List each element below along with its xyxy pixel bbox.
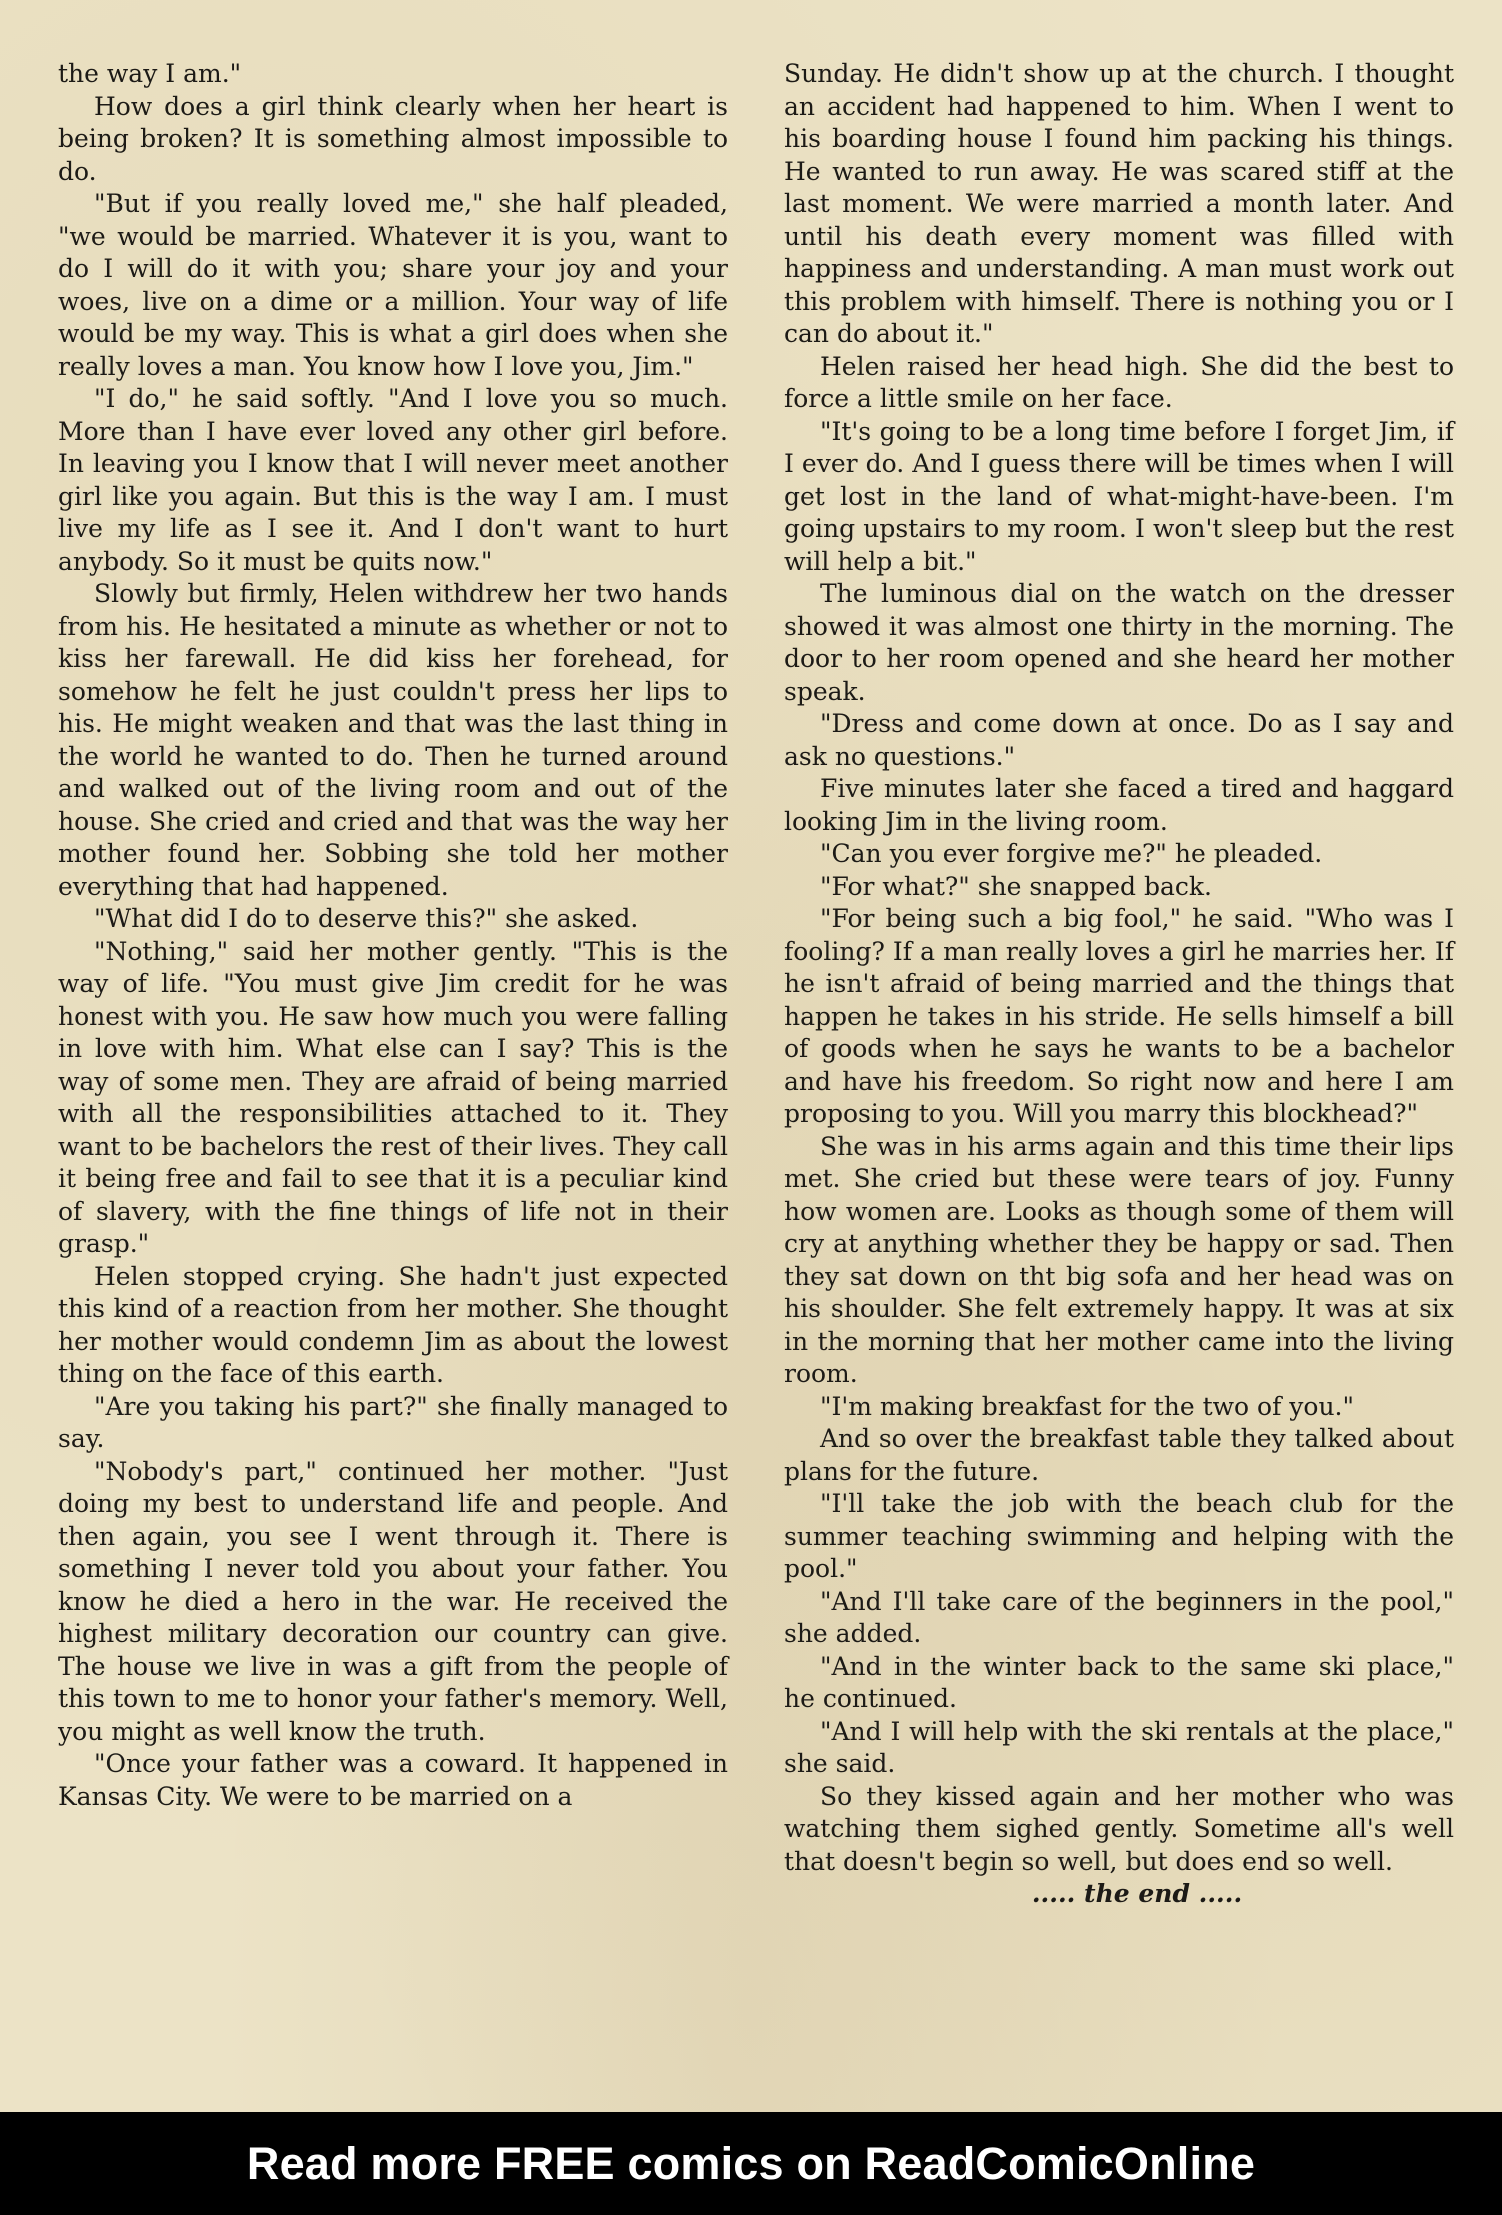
paragraph: "Dress and come down at once. Do as I say and ask no questions." bbox=[784, 709, 1454, 771]
paragraph: "Nothing," said her mother gently. "This is the way of life. "You must give Jim credit for he was honest with you. He saw how much you were falling in love with him. What else can I say? This is the way of some men. They are afraid of being married with all the responsibilities attached to it. They want to be bachelors the rest of their lives. They call it being free and fail to see that it is a peculiar kind of slavery, with the fine things of life not in their grasp." bbox=[58, 936, 728, 1258]
paragraph: "It's going to be a long time before I forget Jim, if I ever do. And I guess there will be times when I will get lost in the land of what-might-have-been. I'm going upstairs to my room. I won't sleep but the rest will help a bit." bbox=[784, 416, 1454, 576]
paragraph: So they kissed again and her mother who was watching them sighed gently. Sometime all's well that doesn't begin so well, but does end so well. bbox=[784, 1781, 1454, 1876]
paragraph: How does a girl think clearly when her heart is being broken? It is something almost impossible to do. bbox=[58, 91, 728, 186]
paragraph: "For being such a big fool," he said. "Who was I fooling? If a man really loves a girl he marries her. If he isn't afraid of being married and the things that happen he takes in his stride. He sells himself a bill of goods when he says he wants to be a bachelor and have his freedom. So right now and here I am proposing to you. Will you marry this blockhead?" bbox=[784, 904, 1454, 1128]
paragraph: Sunday. He didn't show up at the church. I thought an accident had happened to him. When I went to his boarding house I found him packing his things. He wanted to run away. He was scared stiff at the last moment. We were married a month later. And until his death every moment was filled with happiness and understanding. A man must work out this problem with himself. There is nothing you or I can do about it." bbox=[784, 59, 1454, 348]
paragraph: She was in his arms again and this time their lips met. She cried but these were tears of joy. Funny how women are. Looks as though some of them will cry at anything whether they be happy or sad. Then they sat down on tht big sofa and her head was on his shoulder. She felt extremely happy. It was at six in the morning that her mother came into the living room. bbox=[784, 1131, 1454, 1388]
story-column-right bbox=[784, 58, 1454, 1911]
paragraph: the way I am." bbox=[58, 59, 242, 88]
paragraph: "I'm making breakfast for the two of you." bbox=[820, 1391, 1354, 1421]
promo-banner[interactable] bbox=[0, 2112, 1502, 2215]
paragraph: "And I will help with the ski rentals at the place," she said. bbox=[784, 1716, 1454, 1778]
paragraph: "For what?" she snapped back. bbox=[820, 871, 1212, 901]
paragraph: "And in the winter back to the same ski place," he continued. bbox=[784, 1651, 1454, 1713]
the-end-mark: ..... the end ..... bbox=[1031, 1879, 1243, 1908]
paragraph: "Once your father was a coward. It happened in Kansas City. We were to be married on a bbox=[58, 1749, 728, 1811]
paragraph: Helen raised her head high. She did the best to force a little smile on her face. bbox=[784, 351, 1454, 413]
paragraph: "I'll take the job with the beach club for the summer teaching swimming and helping with the pool." bbox=[784, 1489, 1454, 1583]
paragraph: "What did I do to deserve this?" she asked. bbox=[94, 904, 639, 933]
paragraph: "I do," he said softly. "And I love you so much. More than I have ever loved any other girl before. In leaving you I know that I will never meet another girl like you again. But this is the way I am. I must live my life as I see it. And I don't want to hurt anybody. So it must be quits now." bbox=[58, 384, 728, 576]
paragraph: The luminous dial on the watch on the dresser showed it was almost one thirty in the morning. The door to her room opened and she heard her mother speak. bbox=[784, 579, 1454, 706]
paragraph: "Can you ever forgive me?" he pleaded. bbox=[820, 839, 1323, 868]
paragraph: Slowly but firmly, Helen withdrew her two hands from his. He hesitated a minute as whether or not to kiss her farewall. He did kiss her forehead, for somehow he felt he just couldn't press her lips to his. He might weaken and that was the last thing in the world he wanted to do. Then he turned around and walked out of the living room and out of the house. She cried and cried and that was the way her mother found her. Sobbing she told her mother everything that had happened. bbox=[58, 579, 728, 901]
paragraph: "Nobody's part," continued her mother. "Just doing my best to understand life and people. And then again, you see I went through it. There is something I never told you about your father. You know he died a hero in the war. He received the highest military decoration our country can give. The house we live in was a gift from the people of this town to me to honor your father's memory. Well, you might as well know the truth. bbox=[58, 1456, 728, 1746]
paragraph: And so over the breakfast table they talked about plans for the future. bbox=[784, 1424, 1454, 1486]
story-column-left bbox=[58, 58, 728, 1813]
paragraph: Five minutes later she faced a tired and haggard looking Jim in the living room. bbox=[784, 774, 1454, 836]
paragraph: "But if you really loved me," she half pleaded, "we would be married. Whatever it is you, want to do I will do it with you; share your joy and your woes, live on a dime or a million. Your way of life would be my way. This is what a girl does when she really loves a man. You know how I love you, Jim." bbox=[58, 189, 728, 381]
paragraph: "Are you taking his part?" she finally managed to say. bbox=[58, 1391, 728, 1453]
promo-banner-text[interactable]: Read more FREE comics on ReadComicOnline bbox=[246, 2137, 1256, 2189]
paragraph: Helen stopped crying. She hadn't just expected this kind of a reaction from her mother. She thought her mother would condemn Jim as about the lowest thing on the face of this earth. bbox=[58, 1261, 728, 1388]
paragraph: "And I'll take care of the beginners in the pool," she added. bbox=[784, 1586, 1454, 1648]
